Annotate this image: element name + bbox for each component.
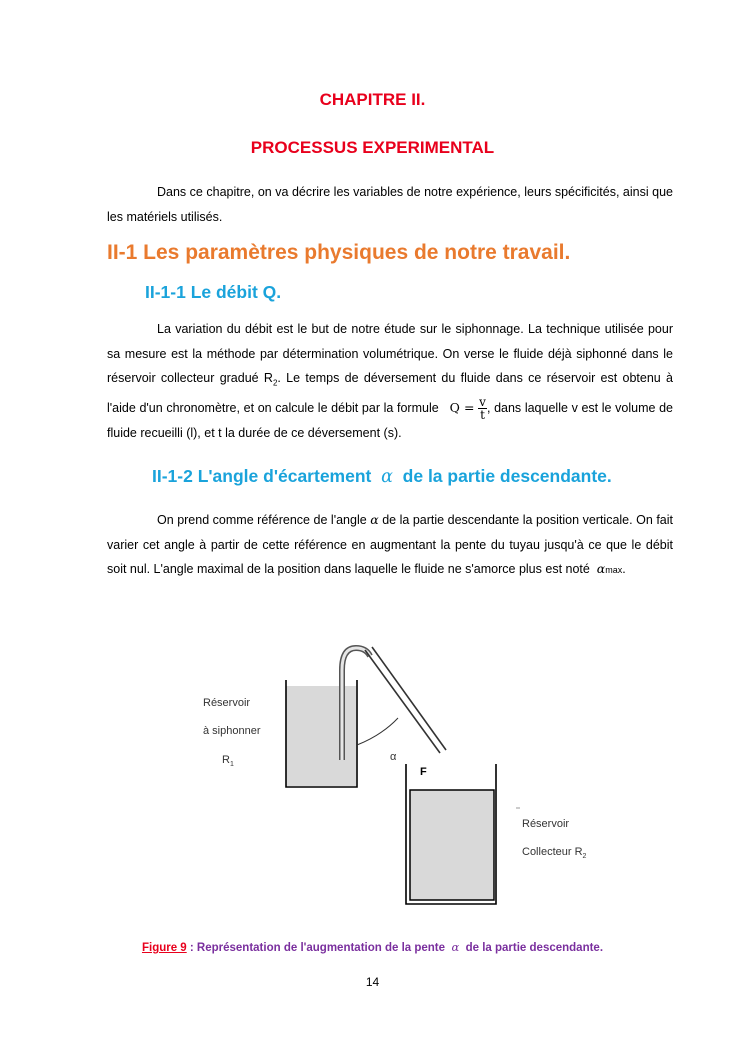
reservoir-r1-liquid bbox=[286, 686, 356, 786]
angle-heading-text-2: de la partie descendante. bbox=[402, 466, 612, 486]
label-r1-sub: 1 bbox=[229, 761, 234, 769]
angle-heading-text-1: II-1-2 L'angle d'écartement bbox=[152, 466, 372, 486]
page-number: 14 bbox=[365, 975, 380, 989]
angle-text-end: . bbox=[622, 562, 626, 576]
angle-alpha: α bbox=[370, 512, 379, 527]
label-alpha: α bbox=[390, 751, 397, 763]
reservoir-r2-liquid bbox=[410, 790, 494, 900]
label-r1-line1: Réservoir bbox=[203, 697, 251, 709]
debit-text-3: dans laquelle v est le volume de fluide recueilli (l), et t la durée de ce déversement (s). bbox=[107, 401, 673, 441]
angle-paragraph bbox=[107, 508, 673, 583]
subsection-heading-debit: II-1-1 Le débit Q. bbox=[145, 282, 282, 302]
alpha-max-symbol: α bbox=[596, 561, 606, 576]
caption-text: : Représentation de l'augmentation de la pente bbox=[186, 942, 446, 954]
caption-end: de la partie descendante. bbox=[465, 942, 604, 954]
label-r2-text: Collecteur R bbox=[522, 846, 583, 858]
siphon-tube-descending-edge-1 bbox=[365, 650, 440, 753]
figure-number: Figure 9 bbox=[141, 942, 187, 954]
siphon-figure bbox=[190, 640, 530, 920]
formula-fraction bbox=[478, 396, 487, 421]
formula-numerator: v bbox=[479, 395, 486, 410]
label-r2-sub: 2 bbox=[582, 853, 587, 861]
chapter-number: CHAPITRE II. bbox=[319, 90, 426, 109]
chapter-title: PROCESSUS EXPERIMENTAL bbox=[250, 138, 495, 157]
label-r1-line3 bbox=[222, 754, 234, 768]
intro-paragraph: Dans ce chapitre, on va décrire les variables de notre expérience, leurs spécificités, ainsi que les matériels utilisés. bbox=[107, 185, 673, 224]
angle-text-2: de la partie descendante la position verticale. On fait varier cet angle à partir de cette référence en augmentant la pente du tuyau jusqu'à ce que le débit soit nul. L'angle maximal de la position dans laquelle le fluide ne s'amorce plus est noté bbox=[107, 513, 673, 576]
subsection-heading-angle bbox=[152, 466, 612, 487]
label-r2-line2 bbox=[522, 846, 586, 860]
label-r1-r: R bbox=[222, 754, 230, 766]
formula-comma: , bbox=[486, 401, 491, 415]
siphon-tube-descending-edge-2 bbox=[372, 647, 446, 750]
label-r1-line2: à siphonner bbox=[203, 725, 261, 737]
section-heading: II-1 Les paramètres physiques de notre travail. bbox=[107, 241, 571, 264]
debit-text-1: La variation du débit est le but de notre étude sur le siphonnage. La technique utilisée pour sa mesure est la méthode par détermination volumétrique. On verse le fluide déjà siphonné dans le réservoir collecteur gradué R bbox=[107, 322, 673, 385]
angle-text-1: On prend comme référence de l'angle bbox=[157, 513, 367, 527]
debit-text-2: . Le temps de déversement du fluide dans ce réservoir est obtenu à l'aide d'un chronomètre, et on calcule le débit par la formule bbox=[107, 371, 673, 415]
label-r2-line1: Réservoir bbox=[522, 818, 570, 830]
caption-alpha: α bbox=[451, 940, 460, 954]
formula-lhs: Q = bbox=[449, 400, 475, 415]
angle-heading-alpha: α bbox=[381, 467, 393, 487]
formula-denominator: t bbox=[480, 408, 485, 423]
debit-paragraph bbox=[107, 317, 673, 446]
r2-subscript: 2 bbox=[272, 378, 278, 388]
label-f: F bbox=[420, 766, 427, 778]
figure-caption bbox=[0, 940, 745, 954]
alpha-max-sub: max bbox=[605, 565, 623, 575]
angle-arc bbox=[357, 718, 398, 745]
